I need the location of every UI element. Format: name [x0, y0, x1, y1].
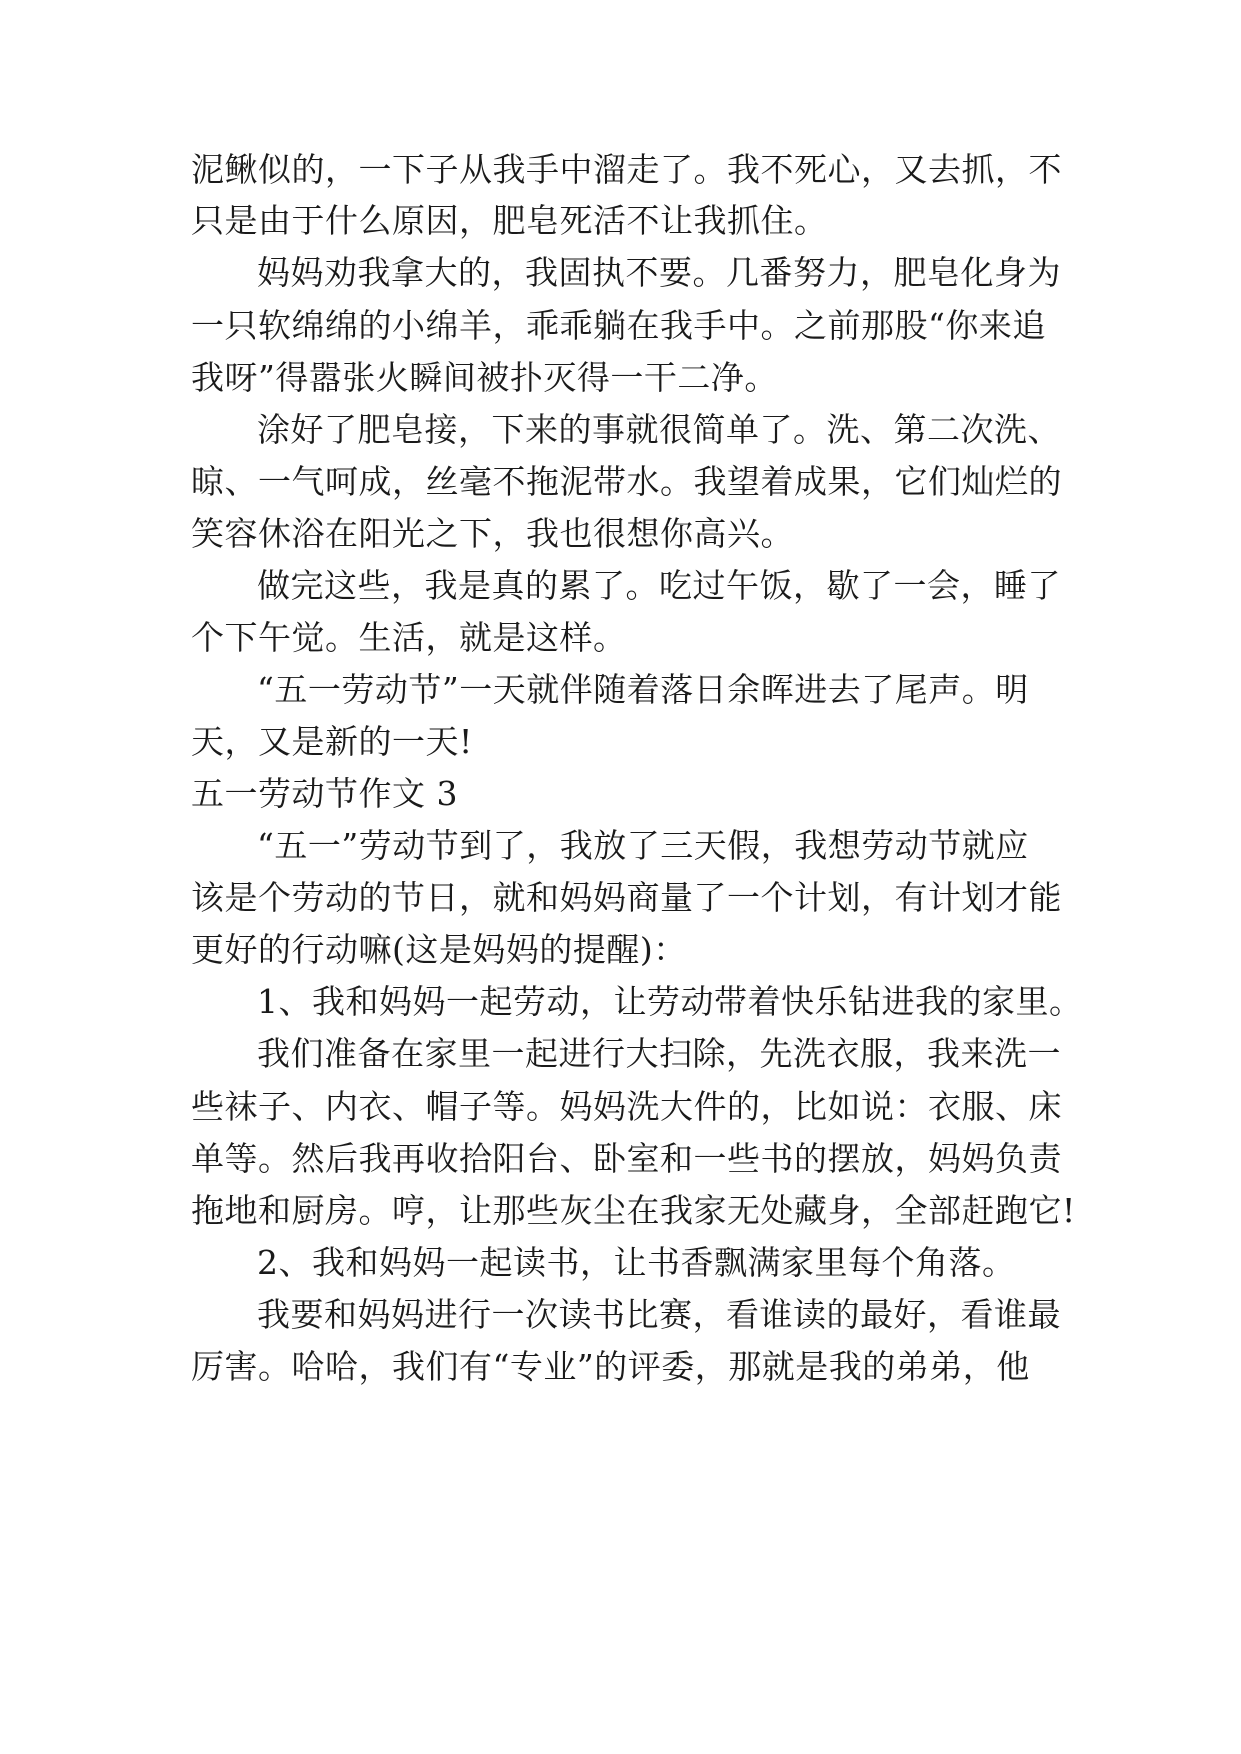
paragraph-start: “五一”劳动节到了，我放了三天假，我想劳动节就应 — [257, 826, 1029, 865]
paragraph-start: 妈妈劝我拿大的，我固执不要。几番努力，肥皂化身为 — [257, 253, 1061, 292]
paragraph-start: 1、我和妈妈一起劳动，让劳动带着快乐钻进我的家里。 — [257, 982, 1083, 1021]
paragraph-start: 我要和妈妈进行一次读书比赛，看谁读的最好，看谁最 — [257, 1295, 1061, 1334]
text-line: 泥鳅似的，一下子从我手中溜走了。我不死心，又去抓，不 — [191, 150, 1062, 189]
text-line: 单等。然后我再收拾阳台、卧室和一些书的摆放，妈妈负责 — [191, 1139, 1062, 1178]
text-line: 一只软绵绵的小绵羊，乖乖躺在我手中。之前那股“你来追 — [191, 306, 1046, 345]
section-heading: 五一劳动节作文 3 — [191, 774, 458, 813]
paragraph-start: 做完这些，我是真的累了。吃过午饭，歇了一会，睡了 — [257, 566, 1061, 605]
text-line: 我呀”得嚣张火瞬间被扑灭得一干二净。 — [191, 358, 778, 397]
paragraph-start: 涂好了肥皂接，下来的事就很简单了。洗、第二次洗、 — [257, 410, 1061, 449]
text-line: 笑容休浴在阳光之下，我也很想你高兴。 — [191, 514, 794, 553]
text-line: 个下午觉。生活，就是这样。 — [191, 618, 627, 657]
paragraph-start: “五一劳动节”一天就伴随着落日余晖进去了尾声。明 — [257, 670, 1029, 709]
text-line: 晾、一气呵成，丝毫不拖泥带水。我望着成果，它们灿烂的 — [191, 462, 1062, 501]
paragraph-start: 我们准备在家里一起进行大扫除，先洗衣服，我来洗一 — [257, 1034, 1061, 1073]
text-line: 厉害。哈哈，我们有“专业”的评委，那就是我的弟弟，他 — [191, 1347, 1030, 1386]
text-line: 拖地和厨房。哼，让那些灰尘在我家无处藏身，全部赶跑它! — [191, 1191, 1076, 1230]
text-line: 天，又是新的一天! — [191, 722, 473, 761]
text-line: 更好的行动嘛(这是妈妈的提醒)： — [191, 930, 687, 969]
text-line: 只是由于什么原因，肥皂死活不让我抓住。 — [191, 201, 828, 240]
text-line: 该是个劳动的节日，就和妈妈商量了一个计划，有计划才能 — [191, 878, 1062, 917]
text-line: 些袜子、内衣、帽子等。妈妈洗大件的，比如说：衣服、床 — [191, 1087, 1062, 1126]
paragraph-start: 2、我和妈妈一起读书，让书香飘满家里每个角落。 — [257, 1243, 1016, 1282]
